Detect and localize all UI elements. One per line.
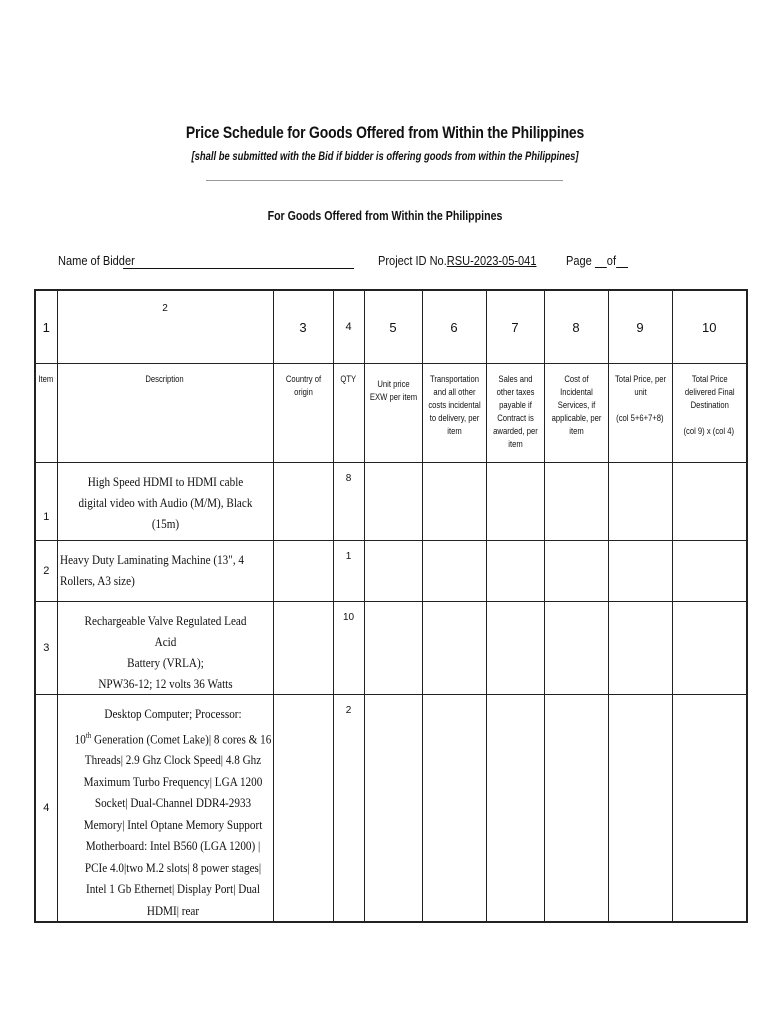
bidder-name-label: Name of Bidder (58, 253, 135, 268)
sales-taxes-cell[interactable] (486, 541, 544, 602)
transportation-cell[interactable] (422, 463, 486, 541)
header-total-price-per-unit: Total Price, per unit (col 5+6+7+8) (608, 364, 672, 463)
qty-cell: 2 (333, 695, 364, 923)
project-id-field (378, 253, 564, 268)
table-row (35, 602, 747, 695)
total-price-delivered-cell[interactable] (672, 463, 747, 541)
total-price-per-unit-cell[interactable] (608, 463, 672, 541)
generation-number: 10 (74, 730, 86, 746)
of-label: of (606, 253, 617, 268)
column-number: 5 (364, 290, 422, 364)
header-incidental-services: Cost of Incidental Services, if applicable, per item (544, 364, 608, 463)
page-total-blank[interactable] (616, 255, 628, 268)
total-price-per-unit-cell[interactable] (608, 602, 672, 695)
unit-price-cell[interactable] (364, 602, 422, 695)
sales-taxes-cell[interactable] (486, 463, 544, 541)
qty-cell: 8 (333, 463, 364, 541)
country-of-origin-cell[interactable] (273, 463, 333, 541)
item-description (57, 602, 273, 695)
column-header-row (35, 364, 747, 463)
divider (206, 180, 563, 181)
page-number-blank[interactable] (595, 255, 607, 268)
header-qty: QTY (333, 364, 364, 463)
table-row (35, 695, 747, 923)
unit-price-cell[interactable] (364, 695, 422, 923)
column-number: 2 (57, 290, 273, 364)
column-number: 8 (544, 290, 608, 364)
qty-cell: 1 (333, 541, 364, 602)
generation-suffix: th (85, 730, 91, 740)
column-number-row (35, 290, 747, 364)
header-description: Description (57, 364, 273, 463)
table-row (35, 463, 747, 541)
total-price-delivered-cell[interactable] (672, 541, 747, 602)
incidental-services-cell[interactable] (544, 695, 608, 923)
page-number-field (566, 253, 639, 268)
total-price-per-unit-cell[interactable] (608, 695, 672, 923)
column-number: 9 (608, 290, 672, 364)
page-label: Page (566, 253, 592, 268)
description-line: Desktop Computer; Processor: (103, 706, 242, 721)
column-number: 3 (273, 290, 333, 364)
item-number: 2 (35, 541, 57, 602)
page-title: Price Schedule for Goods Offered from Within the Philippines (185, 123, 585, 142)
country-of-origin-cell[interactable] (273, 541, 333, 602)
country-of-origin-cell[interactable] (273, 602, 333, 695)
bidder-name-blank[interactable] (123, 254, 354, 269)
incidental-services-cell[interactable] (544, 463, 608, 541)
qty-cell: 10 (333, 602, 364, 695)
total-price-delivered-cell[interactable] (672, 602, 747, 695)
project-id-label: Project ID No. (378, 253, 447, 268)
item-number: 1 (35, 463, 57, 541)
column-number: 7 (486, 290, 544, 364)
header-item: Item (35, 364, 57, 463)
item-number: 4 (35, 695, 57, 923)
header-sales-taxes: Sales and other taxes payable if Contract is awarded, per item (486, 364, 544, 463)
transportation-cell[interactable] (422, 602, 486, 695)
item-description: High Speed HDMI to HDMI cable digital video with Audio (M/M), Black (15m) (57, 463, 273, 541)
description-line: Battery (VRLA); (126, 655, 204, 670)
sales-taxes-cell[interactable] (486, 602, 544, 695)
description-line: Rechargeable Valve Regulated Lead Acid (84, 613, 246, 649)
col9-formula: (col 5+6+7+8) (616, 413, 664, 423)
description-line: NPW36-12; 12 volts 36 Watts (97, 676, 233, 691)
transportation-cell[interactable] (422, 695, 486, 923)
column-number: 4 (333, 290, 364, 364)
page-subtitle: [shall be submitted with the Bid if bidder is offering goods from within the Philippines] (191, 151, 579, 163)
sales-taxes-cell[interactable] (486, 695, 544, 923)
table-row (35, 541, 747, 602)
incidental-services-cell[interactable] (544, 541, 608, 602)
column-number: 6 (422, 290, 486, 364)
column-number: 1 (35, 290, 57, 364)
column-number: 10 (672, 290, 747, 364)
header-country-of-origin: Country of origin (273, 364, 333, 463)
description-rest: Generation (Comet Lake)| 8 cores & 16 Threads| 2.9 Ghz Clock Speed| 4.8 Ghz Maximum Turbo Frequency| LGA 1200 Socket| Dual-Channel DDR4-2933 Memory| Intel Optane Memory Support Motherboard: Intel B560 (LGA 1200) | PCIe 4.0|two M.2 slots| 8 power stages| Intel 1 Gb Ethernet| Display Port| Dual HDMI| rear (83, 730, 271, 918)
total-price-per-unit-cell[interactable] (608, 541, 672, 602)
item-number: 3 (35, 602, 57, 695)
header-unit-price: Unit price EXW per item (364, 364, 422, 463)
transportation-cell[interactable] (422, 541, 486, 602)
total-price-delivered-cell[interactable] (672, 695, 747, 923)
item-description (57, 695, 273, 923)
unit-price-cell[interactable] (364, 541, 422, 602)
country-of-origin-cell[interactable] (273, 695, 333, 923)
incidental-services-cell[interactable] (544, 602, 608, 695)
section-title: For Goods Offered from Within the Philippines (267, 209, 503, 223)
item-description: Heavy Duty Laminating Machine (13", 4 Rollers, A3 size) (57, 541, 273, 602)
project-id-value: RSU-2023-05-041 (446, 253, 537, 268)
col10-formula: (col 9) x (col 4) (683, 426, 735, 436)
unit-price-cell[interactable] (364, 463, 422, 541)
header-transportation: Transportation and all other costs incidental to delivery, per item (422, 364, 486, 463)
price-schedule-table (34, 289, 748, 923)
header-total-price-delivered: Total Price delivered Final Destination (col 9) x (col 4) (672, 364, 747, 463)
